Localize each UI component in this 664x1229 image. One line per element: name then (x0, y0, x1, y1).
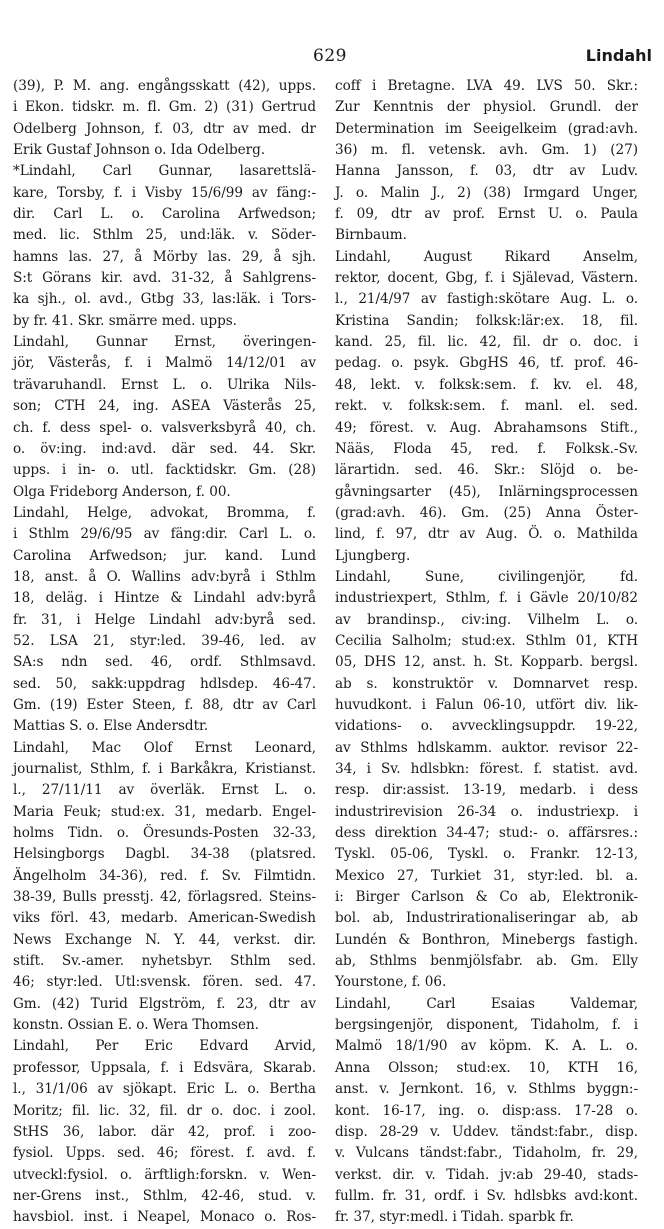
left-column-line: ka sjh., ol. avd., Gtbg 33, las:läk. i Tors- (13, 291, 316, 308)
left-column-line: o. öv:ing. ind:avd. där sed. 44. Skr. (13, 440, 316, 457)
left-column-line: professor, Uppsala, f. i Edsvära, Skarab. (13, 1059, 316, 1076)
right-column-line: Kristina Sandin; folksk:lär:ex. 18, fil. (335, 312, 638, 329)
right-column-line: 36) m. fl. vetensk. avh. Gm. 1) (27) (335, 142, 638, 159)
right-column-line: Anna Olsson; stud:ex. 10, KTH 16, (335, 1059, 638, 1076)
left-column-line: *Lindahl, Carl Gunnar, lasarettslä- (13, 163, 316, 180)
right-column-line: Yourstone, f. 06. (335, 974, 447, 991)
right-column-line: pedag. o. psyk. GbgHS 46, tf. prof. 46- (335, 355, 638, 372)
left-column-line: SA:s ndn sed. 46, ordf. Sthlmsavd. (13, 654, 316, 671)
right-column-line: rekt. v. folksk:sem. f. manl. el. sed. (335, 398, 638, 415)
right-column-line: Determination im Seeigelkeim (grad:avh. (335, 120, 638, 137)
left-column-line: Helsingborgs Dagbl. 34-38 (platsred. (13, 846, 316, 863)
left-column-line: jör, Västerås, f. i Malmö 14/12/01 av (13, 355, 316, 372)
right-column-line: ab, Sthlms benmjölsfabr. ab. Gm. Elly (335, 953, 638, 970)
left-column-line: Odelberg Johnson, f. 03, dtr av med. dr (13, 120, 316, 137)
left-column-line: fr. 31, i Helge Lindahl adv:byrå sed. (13, 611, 316, 628)
right-column-line: fr. 37, styr:medl. i Tidah. sparbk fr. (335, 1209, 574, 1226)
right-column-line: v. Vulcans tändst:fabr., Tidaholm, fr. 29, (335, 1145, 638, 1162)
left-column-line: sed. 50, sakk:uppdrag hdlsdep. 46-47. (13, 675, 316, 692)
left-column-line: Lindahl, Helge, advokat, Bromma, f. (13, 504, 316, 521)
left-column-line: dir. Carl L. o. Carolina Arfwedson; (13, 206, 316, 223)
left-column-line: viks förl. 43, medarb. American-Swedish (13, 910, 316, 927)
right-column-line: 34, i Sv. hdlsbkn: förest. f. statist. avd. (335, 761, 638, 777)
left-column-line: Maria Feuk; stud:ex. 31, medarb. Engel- (13, 803, 316, 820)
right-column-line: Nääs, Floda 45, red. f. Folksk.-Sv. (335, 440, 638, 457)
right-column (335, 76, 638, 1229)
right-column-line: Zur Kenntnis der physiol. Grundl. der (335, 99, 638, 116)
right-column-line: Lundén & Bonthron, Minebergs fastigh. (335, 931, 638, 948)
running-head: Lindahl (585, 46, 652, 65)
right-column-line: Birnbaum. (335, 227, 407, 244)
right-column-line: 49; förest. v. Aug. Abrahamsons Stift., (335, 419, 638, 436)
left-column-line: havsbiol. inst. i Neapel, Monaco o. Ros- (13, 1209, 316, 1226)
right-column-line: av brandinsp., civ:ing. Vilhelm L. o. (335, 611, 638, 628)
left-column-line: Ängelholm 34-36), red. f. Sv. Filmtidn. (13, 867, 316, 884)
left-column-line: Erik Gustaf Johnson o. Ida Odelberg. (13, 142, 266, 159)
right-column-line: Malmö 18/1/90 av köpm. K. A. L. o. (335, 1038, 638, 1055)
left-column-line: stift. Sv.-amer. nyhetsbyr. Sthlm sed. (13, 953, 316, 970)
right-column-line: disp. 28-29 v. Uddev. tändst:fabr., disp. (335, 1123, 638, 1140)
left-column-line: i Sthlm 29/6/95 av fäng:dir. Carl L. o. (13, 526, 316, 543)
left-column-line: Carolina Arfwedson; jur. kand. Lund (13, 547, 316, 564)
right-column-line: av Sthlms hdlskamm. auktor. revisor 22- (335, 739, 638, 756)
left-column-line: ch. f. dess spel- o. valsverksbyrå 40, ch. (13, 419, 316, 436)
right-column-line: Mexico 27, Turkiet 31, styr:led. bl. a. (335, 867, 638, 884)
left-column-line: S:t Görans kir. avd. 31-32, å Sahlgrens- (13, 270, 316, 287)
left-column-line: Lindahl, Mac Olof Ernst Leonard, (13, 739, 316, 756)
right-column-line: fullm. fr. 31, ordf. i Sv. hdlsbks avd:kont. (335, 1187, 638, 1204)
right-column-line: Cecilia Salholm; stud:ex. Sthlm 01, KTH (335, 632, 638, 649)
right-column-line: Ljungberg. (335, 547, 411, 564)
left-column-line: i Ekon. tidskr. m. fl. Gm. 2) (31) Gertrud (13, 99, 316, 116)
right-column-line: Hanna Jansson, f. 03, dtr av Ludv. (335, 163, 638, 180)
left-column-line: 18, deläg. i Hintze & Lindahl adv:byrå (13, 590, 316, 607)
page-header (0, 46, 664, 70)
right-column-line: J. o. Malin J., 2) (38) Irmgard Unger, (335, 184, 638, 201)
left-column-line: trävaruhandl. Ernst L. o. Ulrika Nils- (13, 376, 316, 393)
right-column-line: gåvningsarter (45), Inlärningsprocessen (335, 483, 638, 500)
right-column-line: kont. 16-17, ing. o. disp:ass. 17-28 o. (335, 1102, 638, 1119)
right-column-line: 05, DHS 12, anst. h. St. Kopparb. bergsl. (335, 654, 638, 671)
left-column-line: Lindahl, Per Eric Edvard Arvid, (13, 1038, 316, 1055)
left-column-line: holms Tidn. o. Öresunds-Posten 32-33, (13, 825, 316, 842)
right-column-line: resp. dir:assist. 13-19, medarb. i dess (335, 782, 638, 799)
right-column-line: Tyskl. 05-06, Tyskl. o. Frankr. 12-13, (335, 846, 638, 863)
right-column-line: i: Birger Carlson & Co ab, Elektronik- (335, 889, 638, 906)
left-column-line: upps. i in- o. utl. facktidskr. Gm. (28) (13, 462, 316, 479)
right-column-line: industrirevision 26-34 o. industriexp. i (335, 803, 638, 820)
right-column-line: bol. ab, Industrirationaliseringar ab, ab (335, 910, 638, 927)
right-column-line: anst. v. Jernkont. 16, v. Sthlms byggn:- (335, 1081, 638, 1098)
right-column-line: industriexpert, Sthlm, f. i Gävle 20/10/82 (335, 590, 638, 607)
left-column-line: ner-Grens inst., Sthlm, 42-46, stud. v. (13, 1187, 316, 1204)
left-column-line: journalist, Sthlm, f. i Barkåkra, Kristianst. (13, 761, 316, 777)
right-column-line: Lindahl, August Rikard Anselm, (335, 248, 638, 265)
right-column-line: vidations- o. avvecklingsuppdr. 19-22, (335, 718, 638, 735)
right-column-line: huvudkont. i Falun 06-10, utfört div. lik- (335, 696, 638, 713)
left-column-line: l., 31/1/06 av sjökapt. Eric L. o. Bertha (13, 1081, 316, 1098)
right-column-line: 48, lekt. v. folksk:sem. f. kv. el. 48, (335, 376, 638, 393)
left-column-line: hamns las. 27, å Mörby las. 29, å sjh. (13, 248, 316, 265)
left-column-line: fysiol. Upps. sed. 46; förest. f. avd. f. (13, 1145, 316, 1162)
page-number: 629 (313, 46, 347, 66)
right-column-line: Lindahl, Carl Esaias Valdemar, (335, 995, 638, 1012)
left-column-line: by fr. 41. Skr. smärre med. upps. (13, 312, 237, 329)
left-column-line: Gm. (42) Turid Elgström, f. 23, dtr av (13, 995, 316, 1012)
right-column-line: bergsingenjör, disponent, Tidaholm, f. i (335, 1017, 638, 1034)
right-column-line: kand. 25, fil. lic. 42, fil. dr o. doc. i (335, 334, 638, 351)
right-column-line: dess direktion 34-47; stud:- o. affärsres.: (335, 825, 638, 842)
right-column-line: rektor, docent, Gbg, f. i Själevad, Västern. (335, 270, 638, 287)
left-column-line: (39), P. M. ang. engångsskatt (42), upps. (13, 78, 316, 94)
left-column-line: News Exchange N. Y. 44, verkst. dir. (13, 931, 316, 948)
right-column-line: lind, f. 97, dtr av Aug. Ö. o. Mathilda (335, 526, 638, 543)
left-column-line: 46; styr:led. Utl:svensk. fören. sed. 47. (13, 974, 316, 991)
left-column-line: kare, Torsby, f. i Visby 15/6/99 av fäng:- (13, 184, 316, 201)
left-column-line: 38-39, Bulls presstj. 42, förlagsred. Steins- (13, 889, 316, 906)
left-column (13, 76, 316, 1229)
left-column-line: utveckl:fysiol. o. ärftligh:forskn. v. Wen- (13, 1166, 316, 1183)
left-column-line: Gm. (19) Ester Steen, f. 88, dtr av Carl (13, 696, 316, 713)
left-column-line: med. lic. Sthlm 25, und:läk. v. Söder- (13, 227, 316, 244)
left-column-line: Olga Frideborg Anderson, f. 00. (13, 483, 231, 500)
left-column-line: Mattias S. o. Else Andersdtr. (13, 718, 209, 735)
left-column-line: konstn. Ossian E. o. Wera Thomsen. (13, 1017, 259, 1034)
right-column-line: lärartidn. sed. 46. Skr.: Slöjd o. be- (335, 462, 638, 479)
right-column-line: verkst. dir. v. Tidah. jv:ab 29-40, stads- (335, 1166, 638, 1183)
left-column-line: Lindahl, Gunnar Ernst, överingen- (13, 334, 316, 351)
right-column-line: Lindahl, Sune, civilingenjör, fd. (335, 568, 638, 585)
left-column-line: StHS 36, labor. där 42, prof. i zoo- (13, 1123, 316, 1140)
left-column-line: son; CTH 24, ing. ASEA Västerås 25, (13, 398, 316, 415)
left-column-line: 18, anst. å O. Wallins adv:byrå i Sthlm (13, 568, 316, 585)
left-column-line: 52. LSA 21, styr:led. 39-46, led. av (13, 632, 316, 649)
left-column-line: l., 27/11/11 av överläk. Ernst L. o. (13, 782, 316, 799)
left-column-line: Moritz; fil. lic. 32, fil. dr o. doc. i zool. (13, 1102, 316, 1119)
right-column-line: f. 09, dtr av prof. Ernst U. o. Paula (335, 206, 638, 223)
right-column-line: l., 21/4/97 av fastigh:skötare Aug. L. o. (335, 291, 638, 308)
right-column-line: (grad:avh. 46). Gm. (25) Anna Öster- (335, 504, 638, 521)
right-column-line: coff i Bretagne. LVA 49. LVS 50. Skr.: (335, 78, 638, 94)
right-column-line: ab s. konstruktör v. Domnarvet resp. (335, 675, 638, 692)
